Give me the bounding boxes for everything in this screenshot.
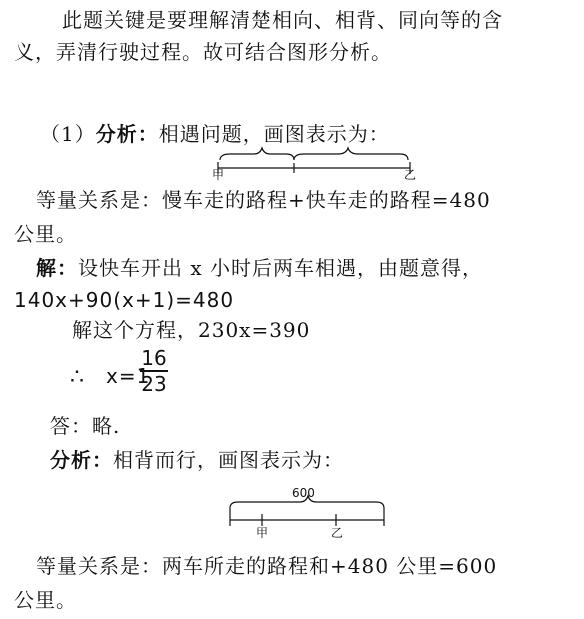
solve-step: 解这个方程，230x=390 [72,318,311,342]
part1-heading [40,122,390,146]
part2-heading-text: 相背而行，画图表示为： [113,448,344,472]
diagram2-distance-label: 600 [292,486,315,500]
intro-line-1: 此题关键是要理解清楚相向、相背、同向等的含 [62,8,503,32]
answer: 答：略. [50,414,121,438]
top-brace [230,496,384,508]
part1-relation-line-2: 公里。 [14,222,77,246]
opposite-diagram [226,494,396,538]
therefore-symbol: ∴ [70,365,85,390]
diagram2-label-jia: 甲 [256,526,269,540]
diagram1-label-jia: 甲 [212,168,225,182]
diagram1-label-yi: 乙 [404,168,417,182]
result-fraction [140,346,168,396]
part1-heading-text: 相遇问题，画图表示为： [158,122,390,146]
equation: 140x+90(x+1)=480 [14,288,235,312]
part2-heading-label: 分析： [50,448,113,472]
left-brace [220,148,294,160]
result-denominator: 23 [141,372,167,396]
solve-label: 解： [36,256,78,280]
part2-relation-line-1: 等量关系是：两车所走的路程和+480 公里=600 [36,554,498,578]
part2-heading [50,448,344,472]
part1-heading-number: （1） [40,122,96,146]
right-brace [294,148,408,160]
part1-heading-label: 分析： [95,122,159,146]
result-numerator: 16 [141,346,167,370]
part1-relation-line-1: 等量关系是：慢车走的路程+快车走的路程=480 [36,188,491,212]
result-prefix: x=1 [106,364,151,388]
solve-line [36,256,483,280]
intro-line-2: 义，弄清行驶过程。故可结合图形分析。 [14,40,392,64]
part2-relation-line-2: 公里。 [14,588,77,612]
solve-text: 设快车开出 x 小时后两车相遇，由题意得， [78,256,483,280]
diagram2-label-yi: 乙 [331,526,344,540]
meeting-diagram [210,146,430,182]
